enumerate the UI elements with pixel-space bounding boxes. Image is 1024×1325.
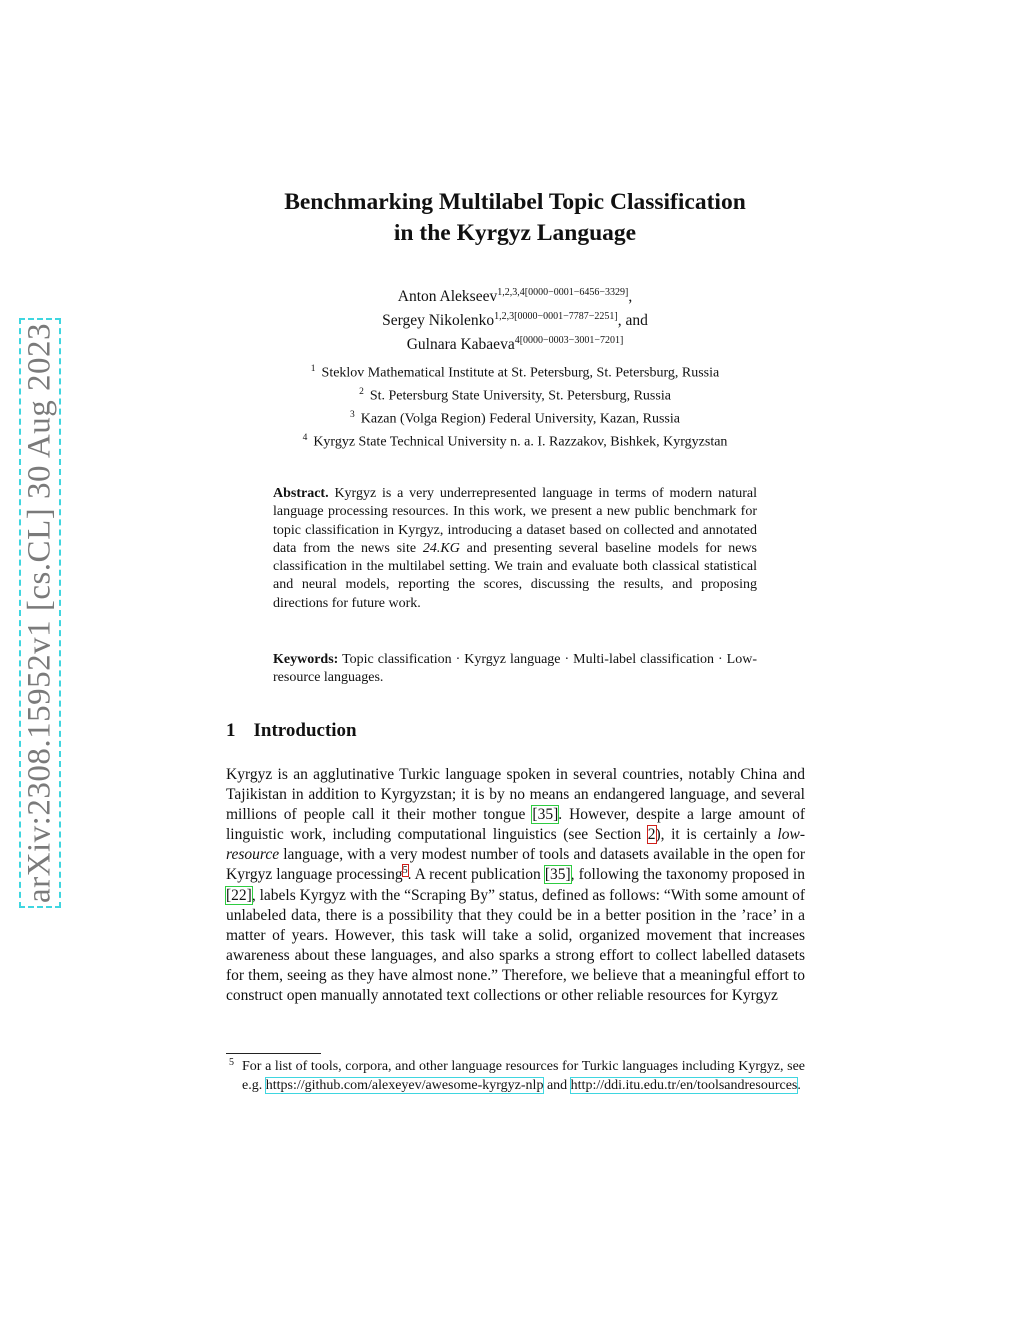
citation-link[interactable]: [22] bbox=[226, 886, 252, 904]
intro-paragraph: Kyrgyz is an agglutinative Turkic language spoken in several countries, notably China and Tajikistan in addition to Kyrgyzstan; it is by no means an endangered language, and several millions of people call it their mother tongue [35]. However, despite a large amount of linguistic work, including computational linguistics (see Section 2), it is certainly a low-resource language, with a very modest number of tools and datasets available in the open for Kyrgyz language processing$^5$. A recent publication [35], following the taxonomy proposed in [22], labels Kyrgyz with the “Scraping By” status, defined as follows: “With some amount of unlabeled data, there is a possibility that they could be in a better position in the ’race’ in a matter of years. However, this task will take a solid, organized movement that increases awareness about these languages, and also sparks a strong effort to collect labelled datasets for them, seeing as they have almost none.” Therefore, we believe that a meaningful effort to construct open manually annotated text collections or other reliable resources for Kyrgyz bbox=[226, 766, 805, 1005]
paper-title bbox=[0, 187, 1024, 249]
citation-link[interactable]: [35] bbox=[544, 866, 571, 884]
affiliation: $^1$ Steklov Mathematical Institute at St. Petersburg, St. Petersburg, Russia bbox=[310, 364, 720, 381]
github-link[interactable]: https://github.com/alexeyev/awesome-kyrgyz-nlp bbox=[265, 1077, 544, 1093]
footnote-divider bbox=[226, 1053, 321, 1054]
author: Gulnara Kabaeva$^{4[0000-0003-3001-7201]}$ bbox=[406, 335, 624, 354]
keywords-text: Topic classification · Kyrgyz language · Multi-label classification · Low-resource languages. bbox=[273, 652, 757, 686]
abstract-text: Kyrgyz is a very underrepresented language in terms of modern natural language processing resources. In this work, we present a new public benchmark for topic classification in Kyrgyz, introducing a dataset based on collected and annotated data from the news site bbox=[273, 486, 757, 556]
footnote-ref-link[interactable]: 5 bbox=[402, 865, 408, 877]
title-line-1: Benchmarking Multilabel Topic Classification bbox=[284, 189, 746, 215]
keywords-label: Keywords: bbox=[273, 652, 339, 667]
section-ref-link[interactable]: 2 bbox=[647, 826, 656, 844]
title-line-2: in the Kyrgyz Language bbox=[393, 220, 637, 246]
author: Anton Alekseev$^{1,2,3,4[0000-0001-6456-3329]}$, bbox=[397, 287, 633, 306]
emphasis: low-resource bbox=[226, 826, 805, 864]
affiliation: $^3$ Kazan (Volga Region) Federal University, Kazan, Russia bbox=[350, 410, 680, 427]
footnote-marker: 5 bbox=[229, 1057, 234, 1068]
affiliation: $^2$ St. Petersburg State University, St. Petersburg, Russia bbox=[359, 387, 671, 404]
site-name: 24.KG bbox=[422, 540, 460, 556]
footnote: 5 For a list of tools, corpora, and other language resources for Turkic languages including Kyrgyz, see e.g. https://github.com/alexeyev/awesome-kyrgyz-nlp and http://ddi.itu.edu.tr/en/toolsandresources. bbox=[226, 1058, 805, 1095]
abstract-label: Abstract. bbox=[273, 486, 329, 501]
section-title: Introduction bbox=[253, 720, 357, 741]
abstract-text-cont: and presenting several baseline models for news classification in the multilabel setting. We train and evaluate both classical statistical and neural models, reporting the scores, discussing the results, and proposing directions for future work. bbox=[273, 540, 758, 611]
keywords bbox=[273, 651, 757, 688]
section-number: 1 bbox=[226, 720, 236, 741]
itu-link[interactable]: http://ddi.itu.edu.tr/en/toolsandresources bbox=[570, 1077, 798, 1093]
section-heading bbox=[226, 720, 357, 742]
affiliation-list bbox=[0, 360, 1024, 453]
arxiv-id-text: arXiv:2308.15952v1 [cs.CL] 30 Aug 2023 bbox=[21, 323, 58, 903]
affiliation: $^4$ Kyrgyz State Technical University n. a. I. Razzakov, Bishkek, Kyrgyzstan bbox=[302, 433, 728, 451]
citation-link[interactable]: [35] bbox=[532, 806, 559, 824]
author: Sergey Nikolenko$^{1,2,3[0000-0001-7787-2251]}$, and bbox=[382, 311, 648, 330]
author-list bbox=[0, 283, 1024, 355]
abstract bbox=[273, 485, 757, 613]
